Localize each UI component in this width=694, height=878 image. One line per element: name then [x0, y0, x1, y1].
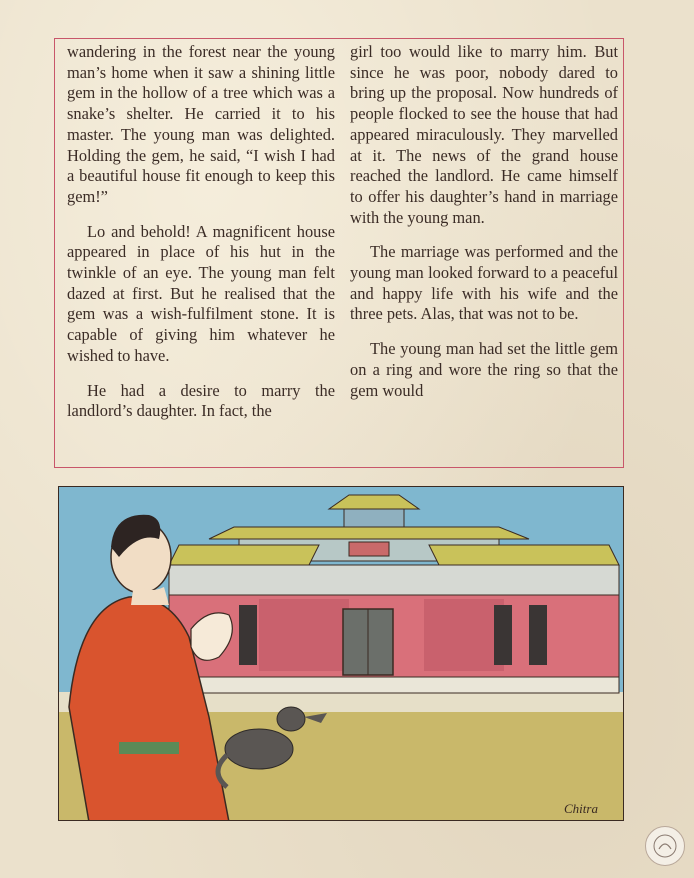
story-column-right — [350, 42, 618, 415]
palace-left-roof — [169, 545, 319, 565]
story-paragraph: wandering in the forest near the young man’s home when it saw a shining little gem in the hollow of a tree which was a snake’s shelter. He carried it to his master. The young man was delighted. Holding the gem, he said, “I wish I had a beautiful house fit enough to keep this gem!” — [67, 42, 335, 206]
palace-base — [169, 677, 619, 693]
watermark-stamp-icon — [645, 826, 685, 866]
palace-window — [239, 605, 257, 665]
story-paragraph: girl too would like to marry him. But since he was poor, nobody dared to bring up the proposal. Now hundreds of people flocked to see the house that had appeared miraculously. They marvelled at it. The news of the grand house reached the landlord. He came himself to offer his daughter’s hand in marriage with the young man. — [350, 42, 618, 227]
palace-middle-wall — [169, 565, 619, 595]
palace-main-wall — [169, 595, 619, 677]
story-column-left — [67, 42, 335, 436]
belt — [119, 742, 179, 754]
palace-wall-panel — [259, 599, 349, 671]
palace-top-roof — [209, 527, 529, 539]
story-paragraph: He had a desire to marry the landlord’s daughter. In fact, the — [67, 380, 335, 421]
story-illustration — [58, 486, 624, 821]
story-paragraph: Lo and behold! A magnificent house appeared in place of his hut in the twinkle of an eye. The young man felt dazed at first. But he realised that the gem was a wish-fulfilment stone. It is capable of giving him whatever he wished to have. — [67, 221, 335, 365]
artist-signature: Chitra — [564, 801, 598, 816]
palace-wall-panel — [424, 599, 504, 671]
palace-plaque — [349, 542, 389, 556]
mongoose-head — [277, 707, 305, 731]
palace-right-roof — [429, 545, 619, 565]
palace-window — [529, 605, 547, 665]
story-paragraph: The marriage was performed and the young man looked forward to a peaceful and happy life with his wife and the three pets. Alas, that was not to be. — [350, 242, 618, 324]
palace-window — [494, 605, 512, 665]
palace-crown-wall — [344, 509, 404, 527]
illustration-scene — [59, 487, 624, 821]
story-paragraph: The young man had set the little gem on a ring and wore the ring so that the gem would — [350, 339, 618, 400]
mongoose-body — [225, 729, 293, 769]
